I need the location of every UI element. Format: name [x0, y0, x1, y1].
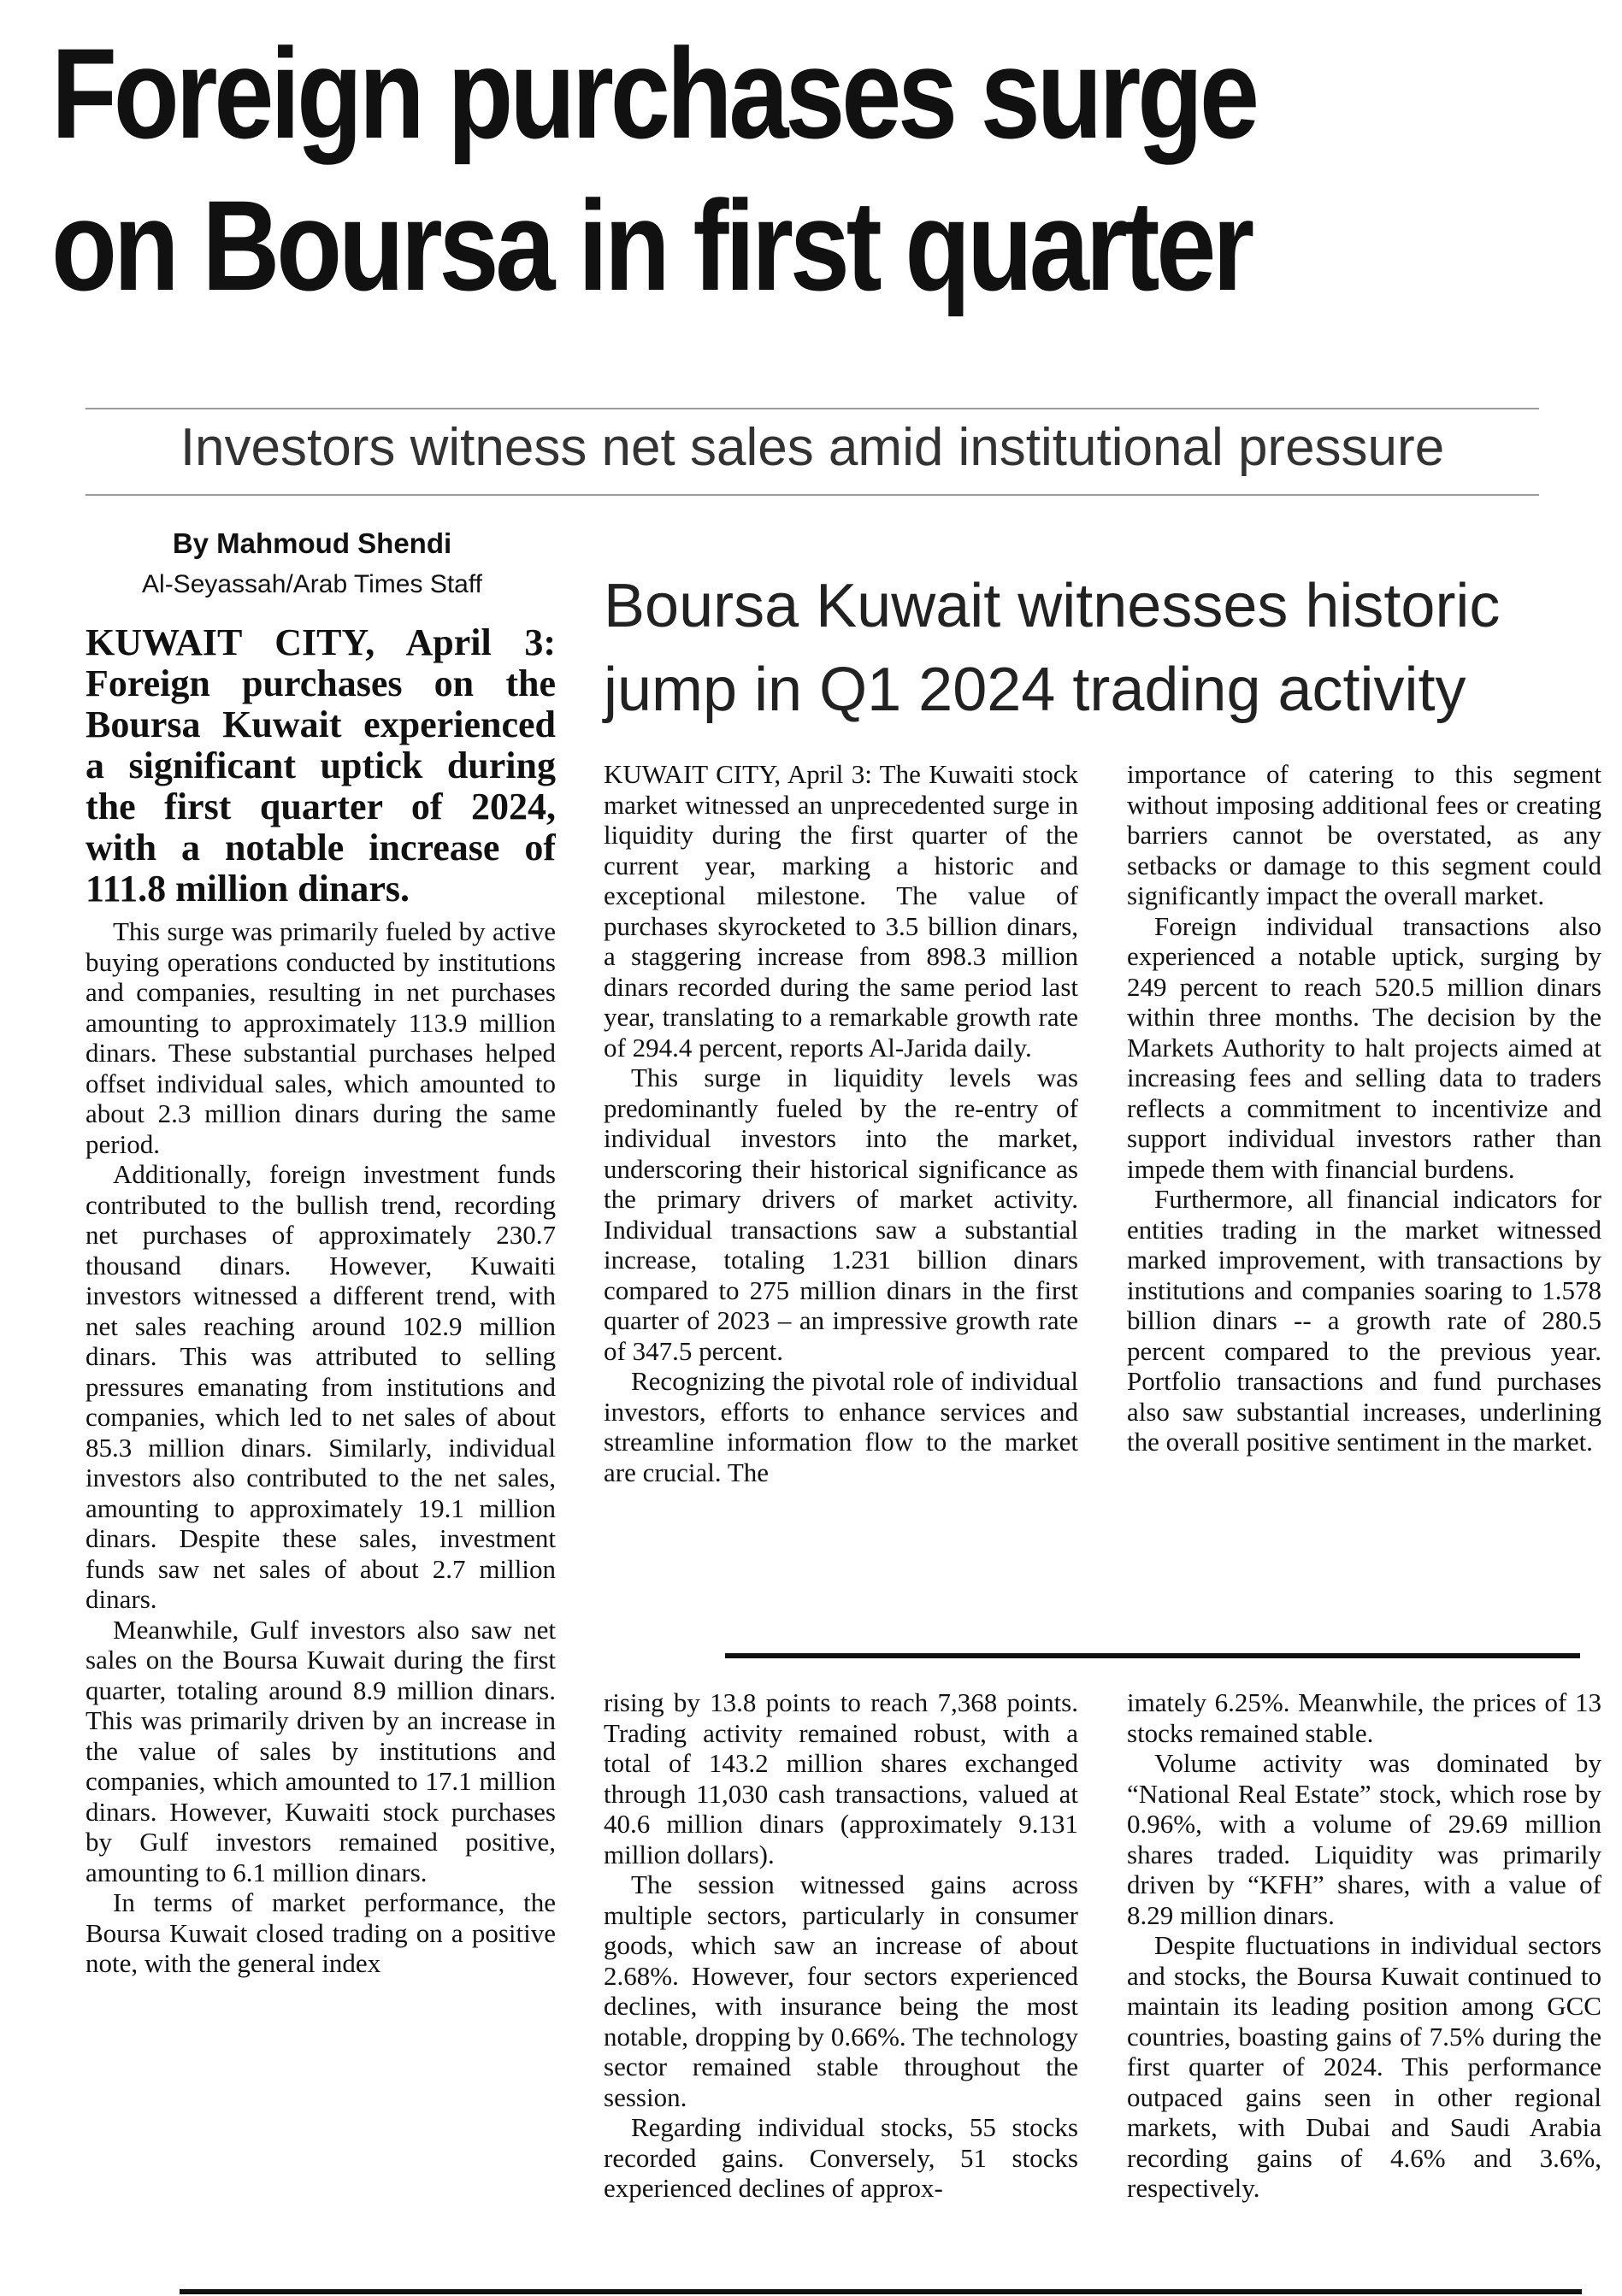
secondary-column-1 — [604, 759, 1078, 1622]
byline-author: By Mahmoud Shendi — [172, 527, 452, 559]
section-divider-rule — [725, 1653, 1580, 1658]
headline-line-2: on Boursa in first quarter — [51, 174, 1251, 317]
headline-line-1: Foreign purchases surge — [51, 21, 1256, 165]
article-paragraph: Despite fluctuations in individual sectors and stocks, the Boursa Kuwait continued to maintain its leading position among GCC countries, boasting gains of 7.5% during the first quarter of 2024. This performance outpaced gains seen in other regional markets, with Dubai and Saudi Arabia recording gains of 4.6% and 3.6%, respectively. — [1127, 1930, 1601, 2203]
article-paragraph: rising by 13.8 points to reach 7,368 points. Trading activity remained robust, with a total of 143.2 million shares exchanged through 11,030 cash transactions, valued at 40.6 million dinars (approximately 9.131 million dollars). — [604, 1687, 1078, 1869]
secondary-paragraph: importance of catering to this segment without imposing additional fees or creating barriers cannot be overstated, as any setbacks or damage to this segment could significantly impact the overall market. — [1127, 759, 1601, 910]
secondary-paragraph: KUWAIT CITY, April 3: The Kuwaiti stock market witnessed an unprecedented surge in liquidity during the first quarter of the current year, marking a historic and exceptional milestone. The value of purchases skyrocketed to 3.5 billion dinars, a staggering increase from 898.3 million dinars recorded during the same period last year, translating to a remarkable growth rate of 294.4 percent, reports Al-Jarida daily. — [604, 759, 1078, 1063]
secondary-column-2 — [1127, 759, 1601, 1622]
secondary-headline: Boursa Kuwait witnesses historic jump in Q1 2024 trading activity — [604, 572, 1501, 724]
main-article-column — [86, 622, 556, 2285]
article-paragraph: Regarding individual stocks, 55 stocks recorded gains. Conversely, 51 stocks experienced declines of approx- — [604, 2112, 1078, 2203]
article-paragraph: This surge was primarily fueled by active buying operations conducted by institutions and companies, resulting in net purchases amounting to approximately 113.9 million dinars. These substantial purchases helped offset individual sales, which amounted to about 2.3 million dinars during the same period. — [86, 916, 556, 1159]
subheadline: Investors witness net sales amid institutional pressure — [180, 418, 1445, 477]
secondary-paragraph: This surge in liquidity levels was predominantly fueled by the re-entry of individual investors into the market, underscoring their historical significance as the primary drivers of market activity. Individual transactions saw a substantial increase, totaling 1.231 billion dinars compared to 275 million dinars in the first quarter of 2023 – an impressive growth rate of 347.5 percent. — [604, 1063, 1078, 1366]
article-paragraph: The session witnessed gains across multiple sectors, particularly in consumer goods, which saw an increase of about 2.68%. However, four sectors experienced declines, with insurance being the most notable, dropping by 0.66%. The technology sector remained stable throughout the session. — [604, 1869, 1078, 2112]
article-lede: KUWAIT CITY, April 3: Foreign purchases on the Boursa Kuwait experienced a significant uptick during the first quarter of 2024, with a notable increase of 111.8 million dinars. — [86, 622, 556, 910]
article-paragraph: In terms of market performance, the Boursa Kuwait closed trading on a positive note, with the general index — [86, 1887, 556, 1978]
article-paragraph: Volume activity was dominated by “National Real Estate” stock, which rose by 0.96%, with a volume of 29.69 million shares traded. Liquidity was primarily driven by “KFH” shares, with a value of 8.29 million dinars. — [1127, 1748, 1601, 1930]
page-bottom-rule — [180, 2289, 1582, 2294]
headline — [51, 17, 1330, 321]
secondary-paragraph: Recognizing the pivotal role of individual investors, efforts to enhance services and streamline information flow to the market are crucial. The — [604, 1366, 1078, 1487]
article-paragraph: Additionally, foreign investment funds contributed to the bullish trend, recording net purchases of approximately 230.7 thousand dinars. However, Kuwaiti investors witnessed a different trend, with net sales reaching around 102.9 million dinars. This was attributed to selling pressures emanating from institutions and companies, which led to net sales of about 85.3 million dinars. Similarly, individual investors also contributed to the net sales, amounting to approximately 19.1 million dinars. Despite these sales, investment funds saw net sales of about 2.7 million dinars. — [86, 1159, 556, 1614]
main-article-column-2 — [604, 1687, 1078, 2286]
subheadline-top-rule — [86, 408, 1539, 409]
article-paragraph: Meanwhile, Gulf investors also saw net sales on the Boursa Kuwait during the first quarter, totaling around 8.9 million dinars. This was primarily driven by an increase in the value of sales by institutions and companies, which amounted to 17.1 million dinars. However, Kuwaiti stock purchases by Gulf investors remained positive, amounting to 6.1 million dinars. — [86, 1614, 556, 1887]
secondary-paragraph: Furthermore, all financial indicators for entities trading in the market witnessed marked improvement, with transactions by institutions and companies soaring to 1.578 billion dinars -- a growth rate of 280.5 percent compared to the previous year. Portfolio transactions and fund purchases also saw substantial increases, underlining the overall positive sentiment in the market. — [1127, 1184, 1601, 1457]
article-paragraph: imately 6.25%. Meanwhile, the prices of 13 stocks remained stable. — [1127, 1687, 1601, 1748]
main-article-column-3 — [1127, 1687, 1601, 2286]
secondary-paragraph: Foreign individual transactions also experienced a notable uptick, surging by 249 percent to reach 520.5 million dinars within three months. The decision by the Markets Authority to halt projects aimed at increasing fees and selling data to traders reflects a commitment to incentivize and support individual investors rather than impede them with financial burdens. — [1127, 910, 1601, 1184]
subheadline-bottom-rule — [86, 494, 1539, 496]
byline-organization: Al-Seyassah/Arab Times Staff — [142, 570, 482, 598]
